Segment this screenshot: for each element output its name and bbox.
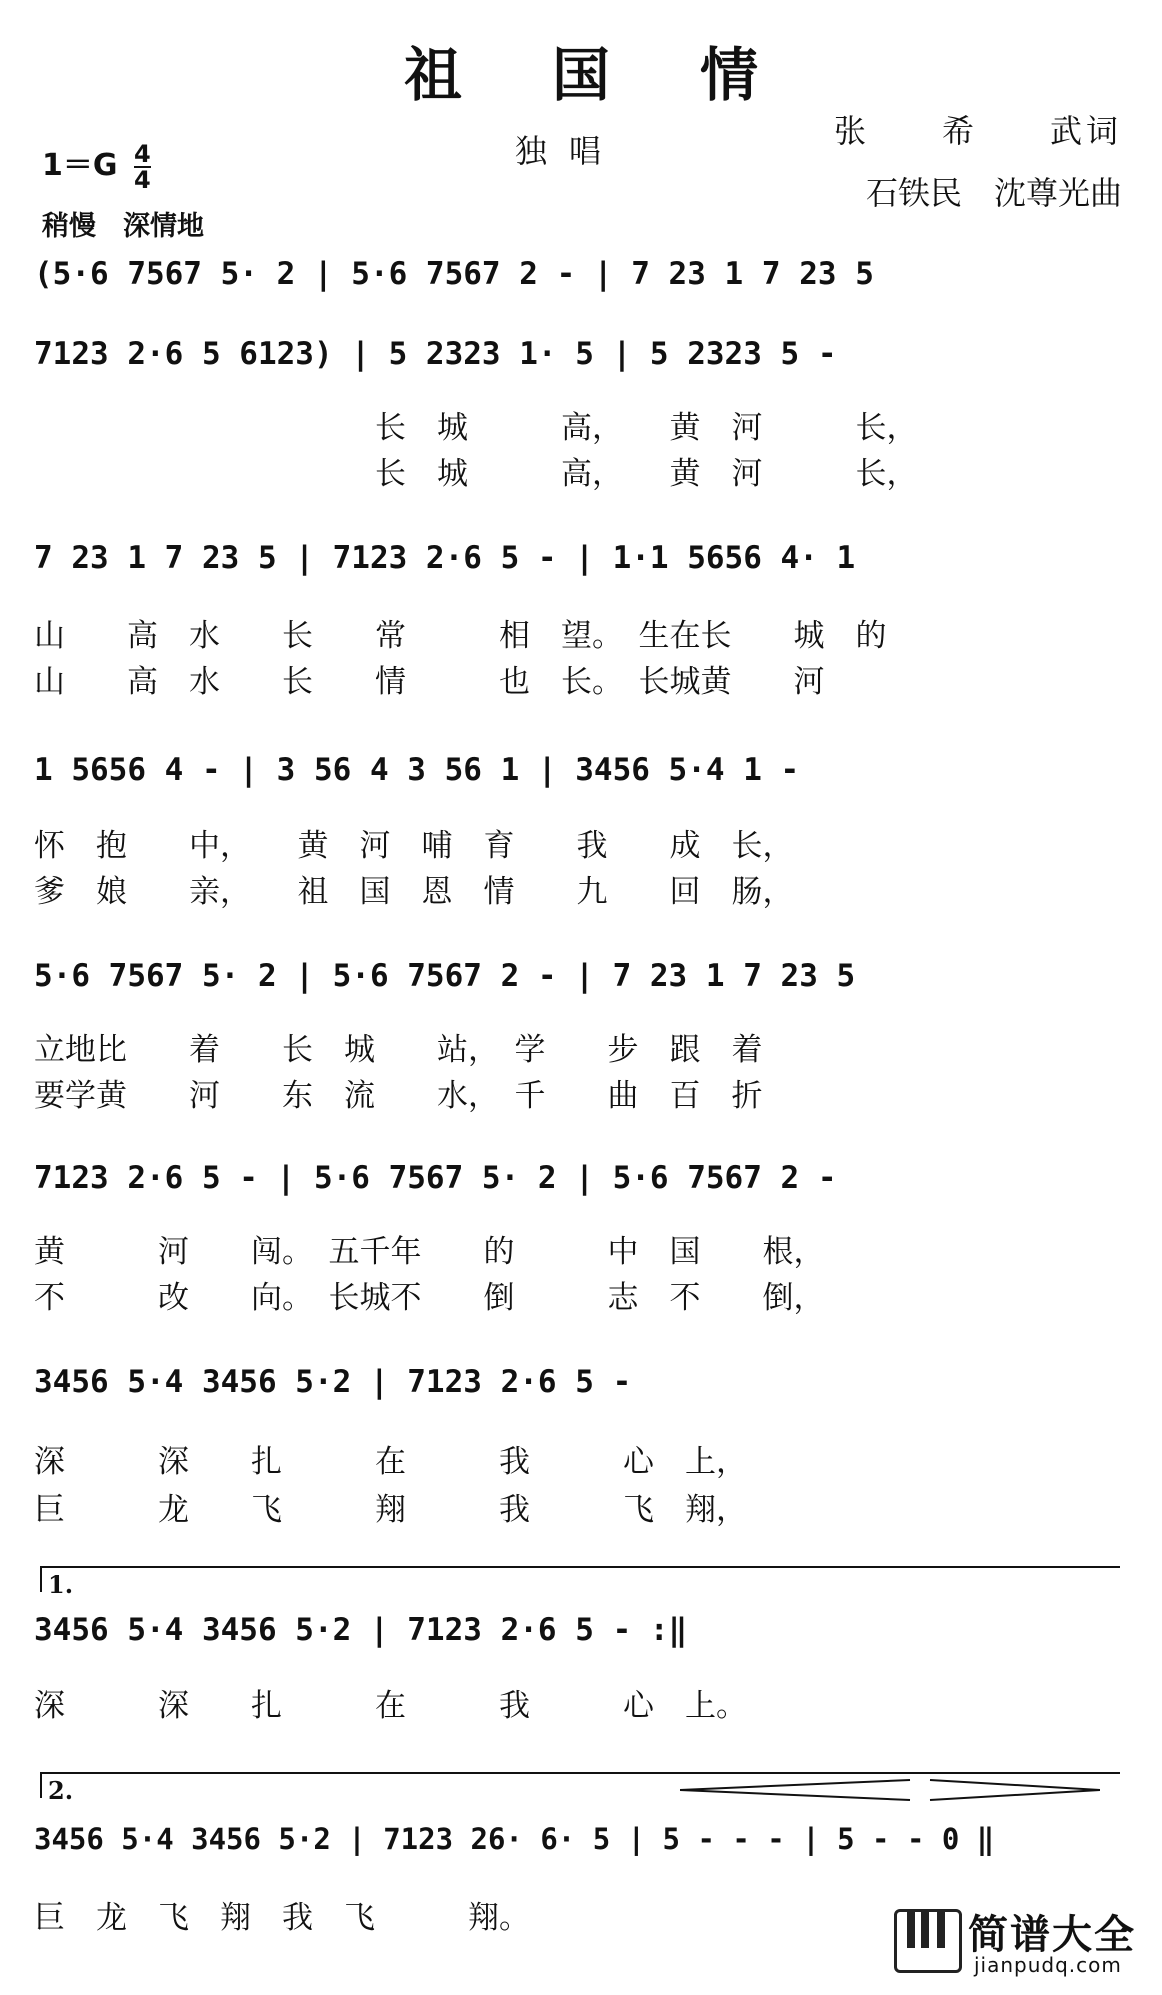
lyric-row-2-verse-1: 长 城 高， 黄 河 长， [34,410,918,446]
score-row-6: 7123 2·6 5 - | 5·6 7567 5· 2 | 5·6 7567 2 - [34,1160,837,1196]
score-row-2: 7123 2·6 5 6123) | 5 2323 1· 5 | 5 2323 5 - [34,336,837,372]
volta-2-bracket [40,1772,1120,1774]
meter-top: 4 [133,139,151,168]
volta-2-tick [40,1772,42,1798]
volta-1-bracket [40,1566,1120,1568]
tempo-marking: 稍慢 深情地 [42,211,204,242]
song-title: 祖国情 [403,41,848,109]
lyric-row-3-verse-1: 山 高 水 长 常 相 望。 生在长 城 的 [34,618,887,654]
key-label: 1＝G [42,148,118,183]
score-row-7: 3456 5·4 3456 5·2 | 7123 2·6 5 - [34,1364,632,1400]
score-row-1: (5·6 7567 5· 2 | 5·6 7567 2 - | 7 23 1 7 23 5 [34,256,874,292]
volta-2-number: 2. [48,1776,74,1805]
score-row-8: 3456 5·4 3456 5·2 | 7123 2·6 5 - :‖ [34,1612,688,1648]
score-row-4: 1 5656 4 - | 3 56 4 3 56 1 | 3456 5·4 1 - [34,752,800,788]
score-row-9: 3456 5·4 3456 5·2 | 7123 26· 6· 5 | 5 - - - | 5 - - 0 ‖ [34,1822,995,1856]
time-signature [133,139,151,194]
score-row-3: 7 23 1 7 23 5 | 7123 2·6 5 - | 1·1 5656 4· 1 [34,540,856,576]
site-logo [894,1901,1144,1981]
lyric-row-9-verse-1: 巨 龙 飞 翔 我 飞 翔。 [34,1900,530,1936]
lyricist-credit: 张 希 武词 [833,112,1122,150]
volta-1-number: 1. [48,1570,74,1599]
meter-bottom: 4 [133,165,151,194]
composer-credit: 石铁民 沈尊光曲 [865,174,1122,212]
lyric-row-8-verse-1: 深 深 扎 在 我 心 上。 [34,1688,747,1724]
piano-keys-icon [894,1909,962,1973]
crescendo-decrescendo-hairpins [680,1778,1100,1802]
lyric-row-3-verse-2: 山 高 水 长 情 也 长。 长城黄 河 [34,664,825,700]
lyric-row-7-verse-2: 巨 龙 飞 翔 我 飞 翔， [34,1492,747,1528]
lyric-row-5-verse-1: 立地比 着 长 城 站， 学 步 跟 着 [34,1032,763,1068]
lyric-row-5-verse-2: 要学黄 河 东 流 水， 千 曲 百 折 [34,1078,763,1114]
lyric-row-6-verse-2: 不 改 向。 长城不 倒 志 不 倒， [34,1280,825,1316]
logo-name: 简谱大全 [968,1912,1136,1958]
performance-form: 独唱 [515,132,624,170]
lyric-row-6-verse-1: 黄 河 闯。 五千年 的 中 国 根， [34,1234,825,1270]
volta-1-tick [40,1566,42,1592]
score-row-5: 5·6 7567 5· 2 | 5·6 7567 2 - | 7 23 1 7 23 5 [34,958,856,994]
logo-url: jianpudq.com [974,1953,1122,1977]
lyric-row-2-verse-2: 长 城 高， 黄 河 长， [34,456,918,492]
lyric-row-4-verse-1: 怀 抱 中， 黄 河 哺 育 我 成 长， [34,828,794,864]
lyric-row-7-verse-1: 深 深 扎 在 我 心 上， [34,1444,747,1480]
lyric-row-4-verse-2: 爹 娘 亲， 祖 国 恩 情 九 回 肠， [34,874,794,910]
key-signature [42,140,151,192]
